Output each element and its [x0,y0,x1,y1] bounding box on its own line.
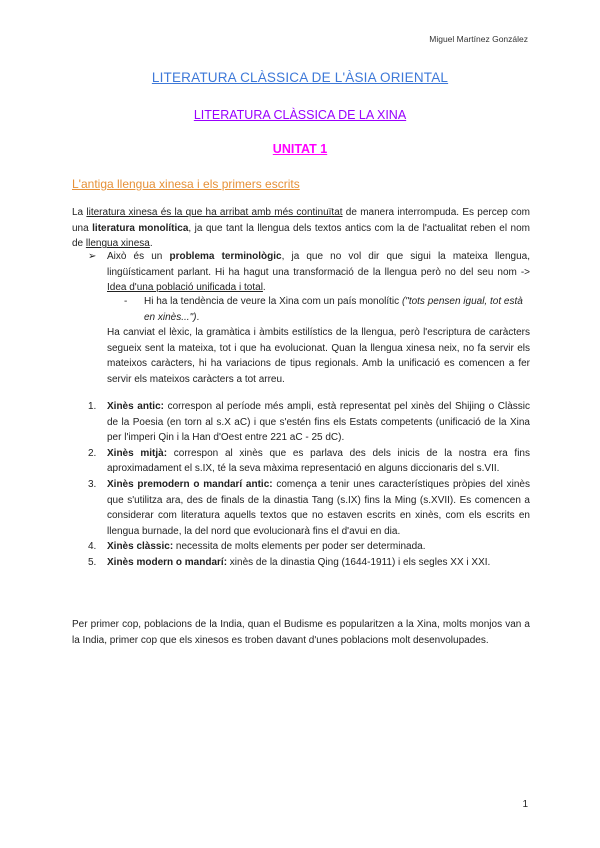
list-number: 4. [88,541,97,553]
list-text: correspon al període més ampli, està representat pel xinès del Shijing o Clàssic de la Poesia (en torn al s.X aC) i que s'estén fins els Estats competents (unificació de la Xina per l'imperi Qin i la Han d'Oest entre 221 aC - 25 dC). [107,401,530,444]
list-item [88,539,530,555]
list-text: xinès de la dinastia Qing (1644-1911) i els segles XX i XXI. [227,556,491,568]
closing-paragraph: Per primer cop, poblacions de la India, quan el Budisme es popularitzen a la Xina, molts monjos van a la India, primer cop que els xinesos es troben davant d'unes poblacions molt desenvolupades. [72,619,530,646]
list-term: Xinès clàssic: [107,541,174,553]
section-heading: L'antiga llengua xinesa i els primers escrits [72,177,300,191]
continuation-paragraph: Ha canviat el lèxic, la gramàtica i àmbits estilístics de la llengua, però l'escriptura de caràcters segueix sent la mateixa, tot i que ha evolucionat. Quan la llengua xinesa neix, no fa servir els mateixos caràcters, hi ha variacions de tipus regionals. Amb la unificació es comencen a fer servir els mateixos caràcters a tot arreu. [107,327,530,385]
italic-quote: ("tots pensen igual, tot està en xinès...") [144,296,523,323]
dash-subbullet-item [124,294,530,325]
underlined-phrase: literatura xinesa és la que ha arribat amb més continuïtat [86,207,343,218]
dash-bullet-icon: - [124,296,128,307]
list-term: Xinès mitjà: [107,447,168,459]
subbullet-text: Hi ha la tendència de veure la Xina com un país monolític ("tots pensen igual, tot està en xinès..."). [144,296,523,323]
underlined-term: llengua xinesa [85,238,150,250]
list-term: Xinès modern o mandarí: [107,556,228,568]
list-text: necessita de molts elements per poder ser determinada. [173,541,426,553]
list-text: comença a tenir unes característiques pròpies del xinès que s'utilitza ara, des de finals de la dinastia Tang (s.IX) fins la Ming (s.XVII). Es comencen a considerar com literatura aquells textos que no estaven escrits en xinès, com els escrits en llengua burnade, la del nord que evolucionarà fins el d'avui en dia. [107,478,530,537]
arrow-bullet-item [88,249,530,296]
numbered-list [88,399,530,571]
list-item [88,446,530,477]
list-number: 5. [88,556,97,568]
list-item [88,399,530,446]
bullet-text: Això és un problema terminològic, ja que no vol dir que sigui la mateixa llengua, lingüísticament parlant. Hi ha hagut una transformació de la llengua però no del seu nom -> Idea d'una població unificada i total. [107,251,530,294]
list-text: correspon al xinès que es parlava des dels inicis de la nostra era fins aproximadament el s.IX, té la seva màxima representació en alguns diccionaris del s.VII. [107,447,530,475]
list-number: 1. [88,401,97,412]
arrow-bullet-icon: ➢ [88,251,97,262]
unit-title: UNITAT 1 [272,142,328,156]
list-number: 3. [88,478,97,490]
list-item [88,477,530,539]
bold-term: literatura monolítica [92,222,189,234]
list-number: 2. [88,447,97,459]
underlined-phrase: Idea d'una població unificada i total [107,282,263,294]
list-term: Xinès premodern o mandarí antic: [107,478,273,490]
list-item [88,555,530,571]
bold-term: problema terminològic [169,251,282,262]
page-number: 1 [522,799,528,810]
main-title: LITERATURA CLÀSSICA DE L'ÀSIA ORIENTAL [151,70,449,85]
subtitle: LITERATURA CLÀSSICA DE LA XINA [193,108,407,122]
list-term: Xinès antic: [107,401,164,412]
author-header: Miguel Martínez González [429,34,528,44]
intro-paragraph: La literatura xinesa és la que ha arribat amb més continuïtat de manera interrompuda. Es percep com una literatura monolítica, ja que tant la llengua dels textos antics com la de l'actualitat reben el nom de llengua xinesa. [72,207,530,250]
